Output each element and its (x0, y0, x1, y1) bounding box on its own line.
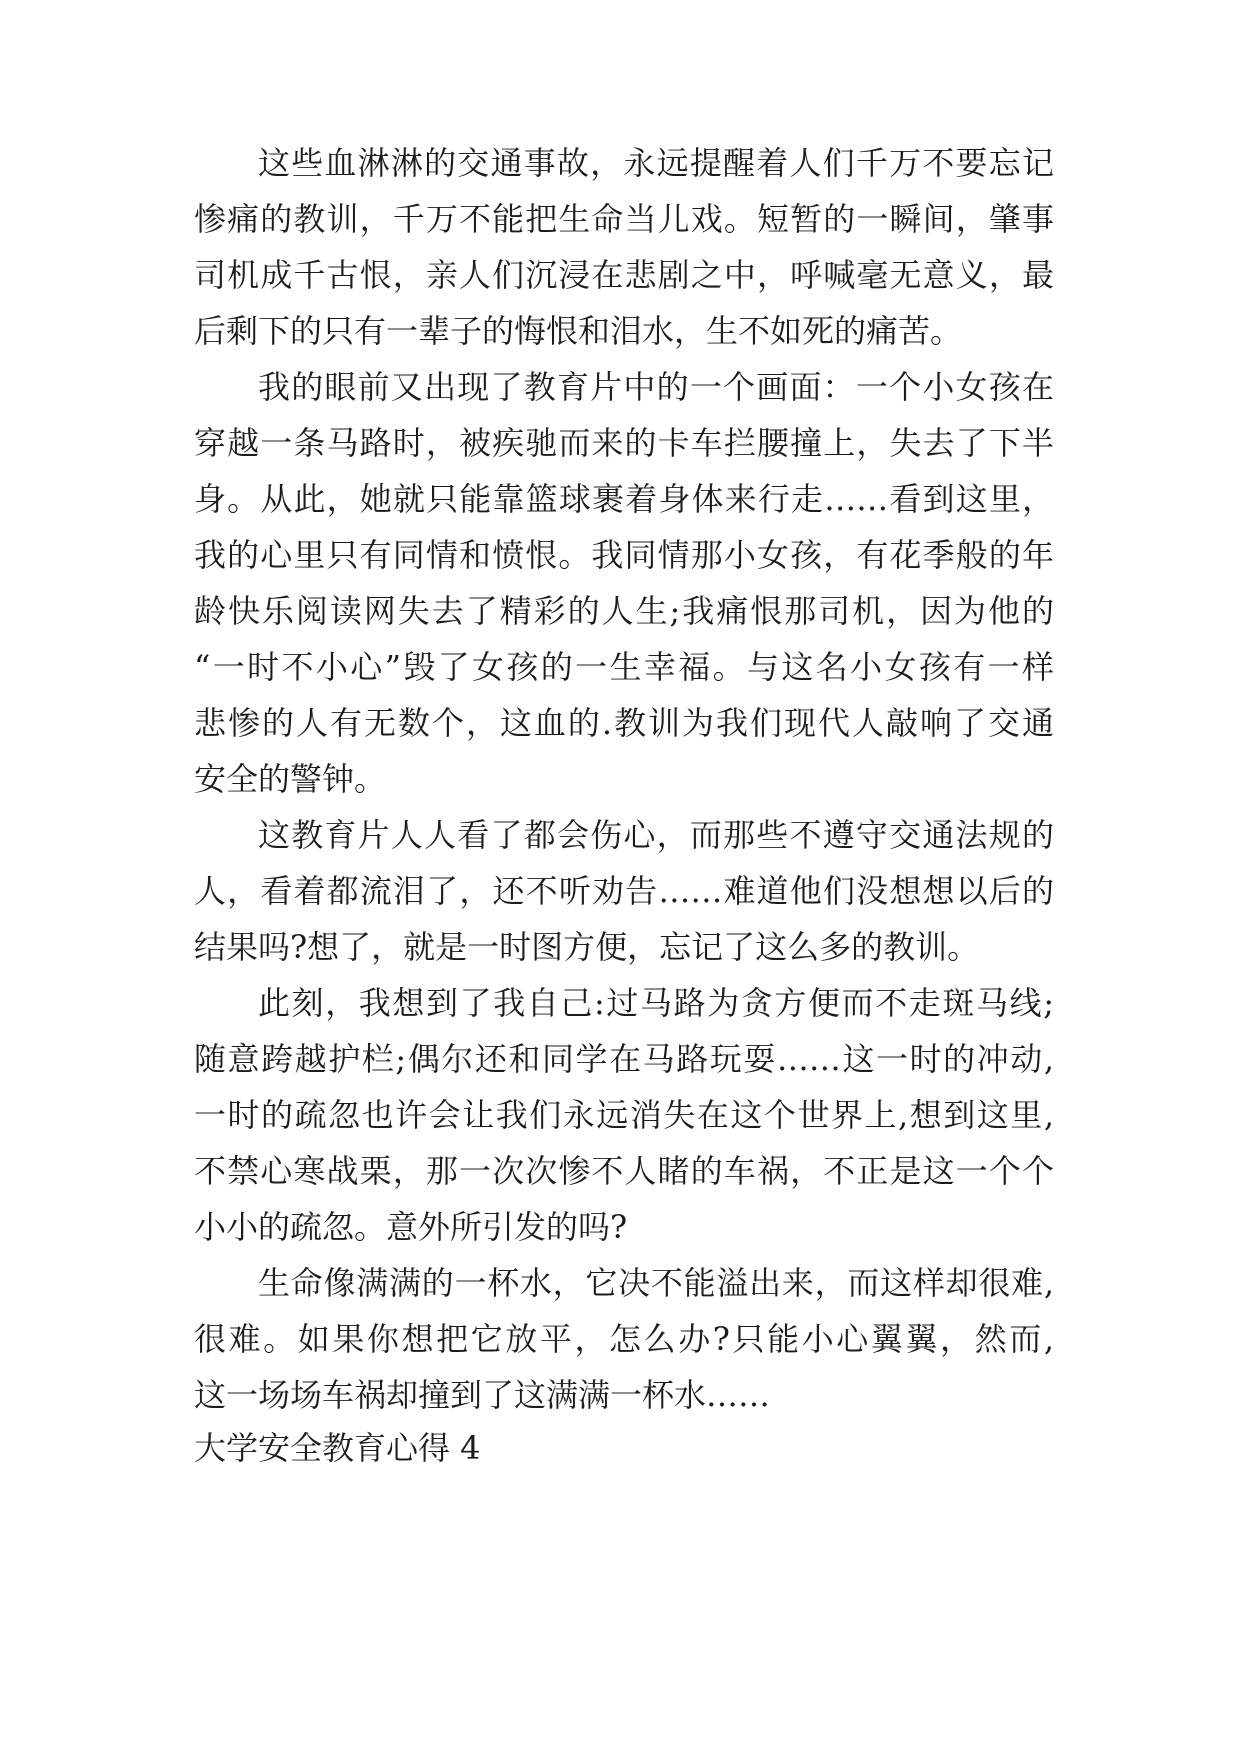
paragraph-1-line-2: 惨痛的教训，千万不能把生命当儿戏。短暂的一瞬间，肇事 (194, 200, 1054, 238)
paragraph-2-line-2: 穿越一条马路时，被疾驰而来的卡车拦腰撞上，失去了下半 (194, 424, 1054, 462)
paragraph-5-line-2: 很难。如果你想把它放平，怎么办?只能小心翼翼，然而, (194, 1320, 1054, 1358)
paragraph-5-line-1: 生命像满满的一杯水，它决不能溢出来，而这样却很难, (258, 1264, 1054, 1302)
section-heading: 大学安全教育心得 4 (194, 1429, 481, 1467)
paragraph-4-line-2: 随意跨越护栏;偶尔还和同学在马路玩耍……这一时的冲动, (194, 1040, 1054, 1078)
paragraph-2-line-6: “一时不小心”毁了女孩的一生幸福。与这名小女孩有一样 (194, 648, 1054, 686)
paragraph-2-line-8: 安全的警钟。 (194, 760, 387, 798)
paragraph-4-line-5: 小小的疏忽。意外所引发的吗? (194, 1208, 628, 1246)
paragraph-2-line-5: 龄快乐阅读网失去了精彩的人生;我痛恨那司机，因为他的 (194, 592, 1054, 630)
paragraph-5-line-3: 这一场场车祸却撞到了这满满一杯水…… (194, 1376, 771, 1414)
paragraph-2-line-7: 悲惨的人有无数个，这血的.教训为我们现代人敲响了交通 (194, 704, 1054, 742)
paragraph-1-line-4: 后剩下的只有一辈子的悔恨和泪水，生不如死的痛苦。 (194, 312, 963, 350)
paragraph-1-line-3: 司机成千古恨，亲人们沉浸在悲剧之中，呼喊毫无意义，最 (194, 256, 1054, 294)
paragraph-2-line-3: 身。从此，她就只能靠篮球裹着身体来行走……看到这里， (194, 480, 1054, 518)
paragraph-2-line-4: 我的心里只有同情和愤恨。我同情那小女孩，有花季般的年 (194, 536, 1054, 574)
paragraph-4-line-1: 此刻，我想到了我自己:过马路为贪方便而不走斑马线; (258, 984, 1054, 1022)
paragraph-4-line-3: 一时的疏忽也许会让我们永远消失在这个世界上,想到这里, (194, 1096, 1054, 1134)
paragraph-3-line-3: 结果吗?想了，就是一时图方便，忘记了这么多的教训。 (194, 928, 980, 966)
paragraph-4-line-4: 不禁心寒战栗，那一次次惨不人睹的车祸，不正是这一个个 (194, 1152, 1054, 1190)
paragraph-3-line-1: 这教育片人人看了都会伤心，而那些不遵守交通法规的 (258, 816, 1054, 854)
paragraph-1-line-1: 这些血淋淋的交通事故，永远提醒着人们千万不要忘记 (258, 144, 1054, 182)
paragraph-2-line-1: 我的眼前又出现了教育片中的一个画面：一个小女孩在 (258, 368, 1054, 406)
paragraph-3-line-2: 人，看着都流泪了，还不听劝告……难道他们没想想以后的 (194, 872, 1054, 910)
